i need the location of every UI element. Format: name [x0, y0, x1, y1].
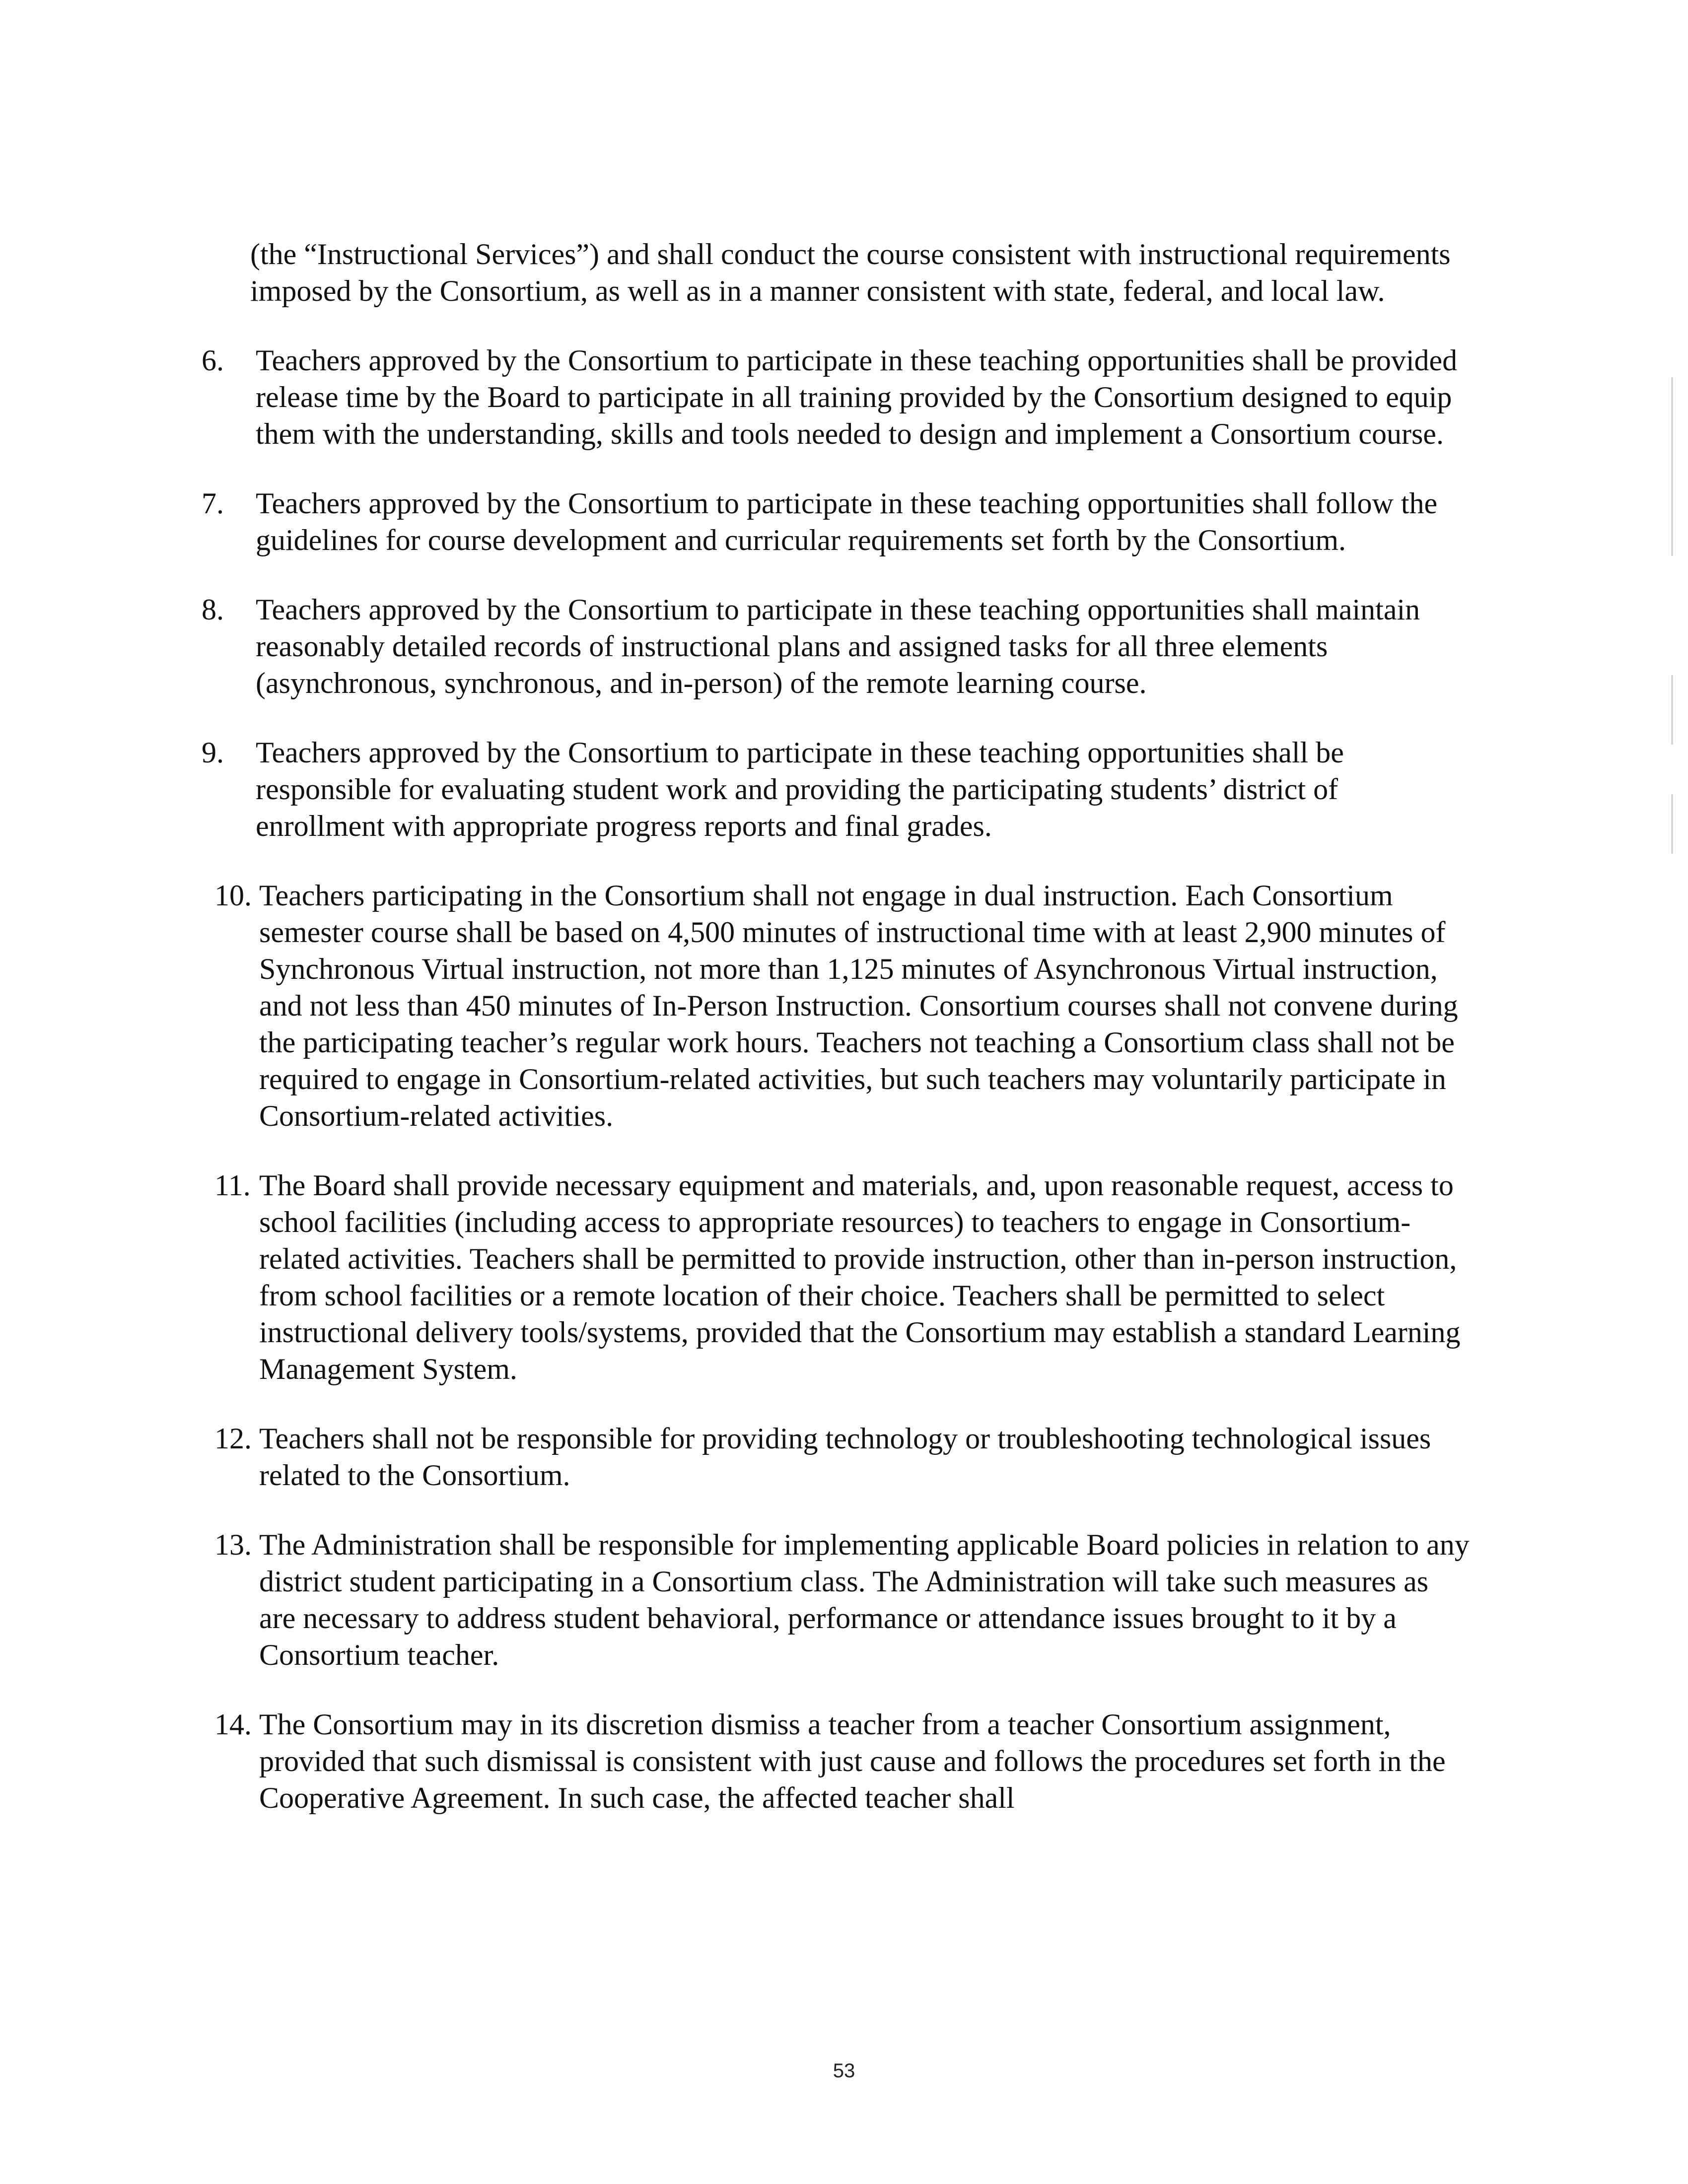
- list-item-text: The Board shall provide necessary equipment and materials, and, upon reasonable request, access to school facilities (including access to appropriate resources) to teachers to engage in Consortium-related activities. Teachers shall be permitted to provide instruction, other than in-person instruction, from school facilities or a remote location of their choice. Teachers shall be permitted to select instructional delivery tools/systems, provided that the Consortium may establish a standard Learning Management System.: [259, 1169, 1461, 1385]
- scan-edge-mark: [1671, 794, 1673, 854]
- list-item-6: [199, 342, 1470, 452]
- list-item-13: [199, 1526, 1470, 1673]
- list-item-11: [199, 1167, 1470, 1387]
- list-item-text: Teachers participating in the Consortium shall not engage in dual instruction. Each Consortium semester course shall be based on 4,500 minutes of instructional time with at least 2,900 minutes of Synchronous Virtual instruction, not more than 1,125 minutes of Asynchronous Virtual instruction, and not less than 450 minutes of In-Person Instruction. Consortium courses shall not convene during the participating teacher’s regular work hours. Teachers not teaching a Consortium class shall not be required to engage in Consortium-related activities, but such teachers may voluntarily participate in Consortium-related activities.: [259, 879, 1458, 1132]
- list-item-number: 9.: [202, 736, 224, 769]
- list-item-12: [199, 1420, 1470, 1494]
- list-item-10: [199, 877, 1470, 1134]
- list-item-text: Teachers approved by the Consortium to participate in these teaching opportunities shall maintain reasonably detailed records of instructional plans and assigned tasks for all three elements (asynchronous, synchronous, and in-person) of the remote learning course.: [256, 593, 1420, 699]
- list-item-text: Teachers shall not be responsible for providing technology or troubleshooting technological issues related to the Consortium.: [259, 1422, 1431, 1492]
- list-item-number: 11.: [214, 1169, 251, 1202]
- list-item-text: The Administration shall be responsible for implementing applicable Board policies in relation to any district student participating in a Consortium class. The Administration will take such measures as are necessary to address student behavioral, performance or attendance issues brought to it by a Consortium teacher.: [259, 1528, 1470, 1671]
- list-item-text: Teachers approved by the Consortium to participate in these teaching opportunities shall follow the guidelines for course development and curricular requirements set forth by the Consortium.: [256, 487, 1438, 556]
- list-item-number: 10.: [214, 879, 252, 912]
- list-item-text: The Consortium may in its discretion dismiss a teacher from a teacher Consortium assignment, provided that such dismissal is consistent with just cause and follows the procedures set forth in the Cooperative Agreement. In such case, the affected teacher shall: [259, 1708, 1446, 1814]
- list-item-7: [199, 485, 1470, 558]
- list-item-text: Teachers approved by the Consortium to participate in these teaching opportunities shall be provided release time by the Board to participate in all training provided by the Consortium designed to equip them with the understanding, skills and tools needed to design and implement a Consortium course.: [256, 344, 1458, 450]
- scan-edge-mark: [1671, 675, 1673, 745]
- list-item-text: Teachers approved by the Consortium to participate in these teaching opportunities shall be responsible for evaluating student work and providing the participating students’ district of enrollment with appropriate progress reports and final grades.: [256, 736, 1344, 842]
- list-item-number: 12.: [214, 1422, 252, 1455]
- list-item-number: 14.: [214, 1708, 252, 1741]
- scan-edge-mark: [1671, 377, 1673, 556]
- continuation-paragraph: (the “Instructional Services”) and shall conduct the course consistent with instructional requirements imposed by the Consortium, as well as in a manner consistent with state, federal, and local law.: [250, 238, 1451, 307]
- list-item-8: [199, 591, 1470, 701]
- list-item-number: 7.: [202, 487, 224, 520]
- list-item-number: 13.: [214, 1528, 252, 1561]
- document-body: [199, 236, 1470, 1849]
- list-item-14: [199, 1706, 1470, 1816]
- list-item-9: [199, 734, 1470, 844]
- page-number: 53: [833, 2060, 855, 2082]
- list-item-number: 6.: [202, 344, 224, 377]
- list-item-number: 8.: [202, 593, 224, 626]
